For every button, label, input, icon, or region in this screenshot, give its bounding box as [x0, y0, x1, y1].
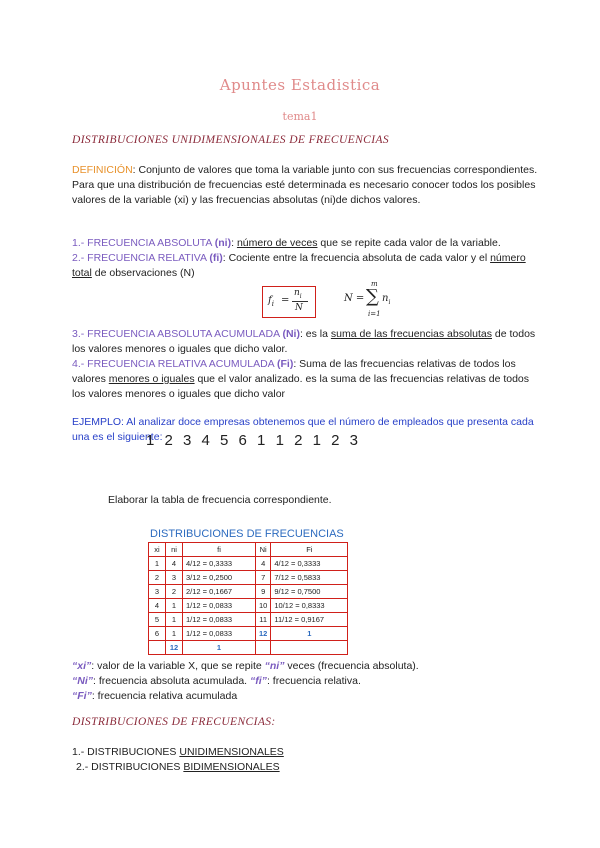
table-row: 4 1 1/12 = 0,0833 10 10/12 = 0,8333: [149, 599, 348, 613]
distribution-item-1: 1.- DISTRIBUCIONES UNIDIMENSIONALES: [72, 746, 284, 758]
section-title-distribuciones: DISTRIBUCIONES DE FRECUENCIAS:: [72, 716, 276, 728]
table-row: 2 3 3/12 = 0,2500 7 7/12 = 0,5833: [149, 571, 348, 585]
header-fi: fi: [183, 543, 256, 557]
item-frecuencia-relativa-acumulada: 4.- FRECUENCIA RELATIVA ACUMULADA (Fi): Suma de las frecuencias relativas de todos los valores menores o iguales que el valor analizado. es la suma de las frecuencias relativas de todos los valores menores o iguales que dicho valor: [72, 358, 530, 400]
legend-line-3: “Fi”: frecuencia relativa acumulada: [72, 690, 238, 702]
header-xi: xi: [149, 543, 166, 557]
definition-label: DEFINICIÓN: [72, 164, 133, 176]
example-text: EJEMPLO: Al analizar doce empresas obtenemos que el número de empleados que presenta cada una es el siguiente:: [72, 416, 534, 443]
page-subtitle: tema1: [282, 110, 318, 123]
formula-N-sum: N = m ∑ i=1 $n_i$: [344, 280, 391, 318]
table-row: 1 4 4/12 = 0,3333 4 4/12 = 0,3333: [149, 557, 348, 571]
header-Ni: Ni: [256, 543, 271, 557]
table-header-row: [149, 543, 348, 557]
item-frecuencia-relativa: 2.- FRECUENCIA RELATIVA (fi): Cociente entre la frecuencia absoluta de cada valor y el número total de observaciones (N): [72, 252, 526, 279]
example-numbers: 1 2 3 4 5 6 1 1 2 1 2 3: [146, 432, 361, 449]
table-row: 5 1 1/12 = 0,0833 11 11/12 = 0,9167: [149, 613, 348, 627]
table-row: 6 1 1/12 = 0,0833 12 1: [149, 627, 348, 641]
definition-text: : Conjunto de valores que toma la variable junto con sus frecuencias correspondientes.: [132, 164, 538, 176]
example-task: Elaborar la tabla de frecuencia correspondiente.: [108, 494, 332, 506]
frequency-table: [148, 542, 348, 655]
section-title-unidimensional: DISTRIBUCIONES UNIDIMENSIONALES DE FRECUENCIAS: [72, 134, 390, 146]
formula-fi-box: $f_i$ = $n_i$ N: [262, 286, 316, 318]
legend-line-2: “Ni”: frecuencia absoluta acumulada. “fi”: frecuencia relativa.: [72, 675, 361, 687]
header-ni: ni: [166, 543, 183, 557]
table-row: 3 2 2/12 = 0,1667 9 9/12 = 0,7500: [149, 585, 348, 599]
legend-line-1: “xi”: valor de la variable X, que se repite “ni” veces (frecuencia absoluta).: [72, 660, 419, 672]
item-frecuencia-absoluta-acumulada: 3.- FRECUENCIA ABSOLUTA ACUMULADA (Ni): es la suma de las frecuencias absolutas de todos los valores menores o iguales que dicho valor.: [72, 328, 536, 355]
item-frecuencia-absoluta: 1.- FRECUENCIA ABSOLUTA (ni): número de veces que se repite cada valor de la variable.: [72, 237, 501, 249]
header-Fi: Fi: [271, 543, 348, 557]
table-title: DISTRIBUCIONES DE FRECUENCIAS: [150, 528, 344, 540]
definition-paragraph: [72, 163, 542, 208]
table-total-row: 12 1: [149, 641, 348, 655]
definition-text-2: Para que una distribución de frecuencias esté determinada es necesario conocer todos los posibles valores de la variable (xi) y las frecuencias absolutas (ni)de dichos valores.: [72, 179, 536, 206]
page-title: Apuntes Estadistica: [219, 76, 381, 94]
distribution-item-2: 2.- DISTRIBUCIONES BIDIMENSIONALES: [76, 761, 280, 773]
